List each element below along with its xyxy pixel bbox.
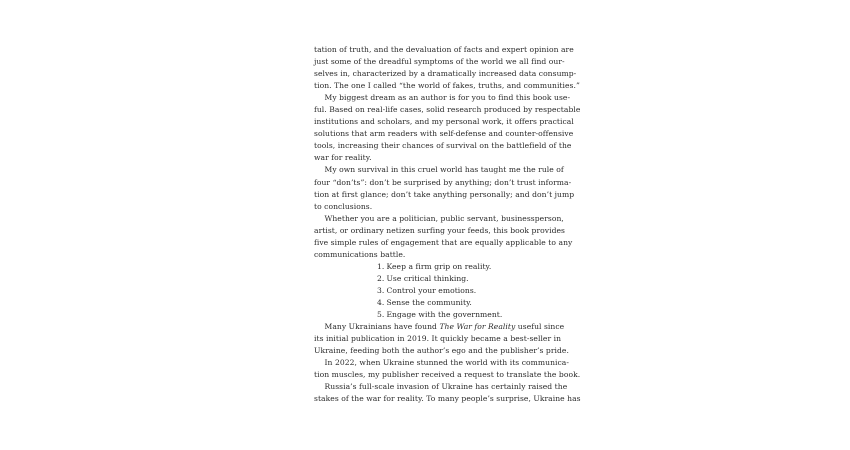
- text-line: institutions and scholars, and my personal work, it offers practical: [314, 117, 574, 127]
- text-line: just some of the dreadful symptoms of the world we all find our-: [314, 57, 565, 67]
- list-number: 2.: [377, 273, 385, 283]
- list-item: [314, 309, 532, 321]
- text-line: tation of truth, and the devaluation of facts and expert opinion are: [314, 45, 574, 54]
- text-line: tools, increasing their chances of survival on the battlefield of the: [314, 141, 572, 151]
- text-segment: useful since: [515, 322, 565, 332]
- text-line: artist, or ordinary netizen surfing your feeds, this book provides: [314, 225, 565, 235]
- paragraph-6: [314, 357, 581, 381]
- list-number: 5.: [377, 310, 385, 320]
- list-number: 1.: [377, 261, 385, 271]
- text-line: Ukraine, feeding both the author’s ego and the publisher’s pride.: [314, 346, 569, 356]
- paragraph-7: [314, 381, 581, 405]
- text-line: [314, 321, 565, 333]
- paragraph-5: [314, 321, 569, 357]
- list-item: [314, 273, 532, 285]
- text-line: My biggest dream as an author is for you to find this book use-: [324, 93, 571, 103]
- text-line: Whether you are a politician, public servant, businessperson,: [324, 213, 564, 223]
- paragraph-2: [314, 92, 581, 164]
- list-text: Engage with the government.: [386, 310, 503, 320]
- book-title: The War for Reality: [439, 322, 516, 332]
- list-number: 3.: [377, 285, 385, 295]
- text-line: tion muscles, my publisher received a request to translate the book.: [314, 370, 581, 380]
- text-line: selves in, characterized by a dramatically increased data consump-: [314, 69, 577, 79]
- text-line: its initial publication in 2019. It quickly became a best-seller in: [314, 334, 562, 344]
- text-line: war for reality.: [314, 153, 372, 163]
- text-line: My own survival in this cruel world has taught me the rule of: [324, 165, 564, 175]
- text-segment: Many Ukrainians have found: [324, 322, 440, 332]
- list-text: Control your emotions.: [386, 285, 477, 295]
- paragraph-3: [314, 164, 575, 212]
- list-item: [314, 285, 532, 297]
- list-text: Use critical thinking.: [386, 273, 469, 283]
- text-line: Russia’s full-scale invasion of Ukraine has certainly raised the: [324, 382, 568, 392]
- list-text: Sense the community.: [386, 297, 472, 307]
- text-line: solutions that arm readers with self-defense and counter-offensive: [314, 129, 574, 139]
- text-line: In 2022, when Ukraine stunned the world with its communica-: [324, 358, 569, 368]
- text-line: communications battle.: [314, 249, 406, 259]
- list-item: [314, 297, 532, 309]
- text-line: four “don’ts”: don’t be surprised by anything; don’t trust informa-: [314, 177, 572, 187]
- book-page-text: [314, 44, 581, 405]
- paragraph-4: [314, 213, 573, 261]
- list-text: Keep a firm grip on reality.: [386, 261, 492, 271]
- text-line: stakes of the war for reality. To many people’s surprise, Ukraine has: [314, 394, 581, 404]
- text-line: to conclusions.: [314, 201, 373, 211]
- list-item: [314, 261, 532, 273]
- rules-list: [314, 261, 532, 321]
- text-line: tion at first glance; don’t take anything personally; and don’t jump: [314, 189, 575, 199]
- text-line: tion. The one I called “the world of fakes, truths, and communities.”: [314, 81, 580, 91]
- paragraph-1: [314, 44, 580, 92]
- text-line: five simple rules of engagement that are equally applicable to any: [314, 237, 573, 247]
- list-number: 4.: [377, 297, 385, 307]
- text-line: ful. Based on real-life cases, solid research produced by respectable: [314, 105, 581, 115]
